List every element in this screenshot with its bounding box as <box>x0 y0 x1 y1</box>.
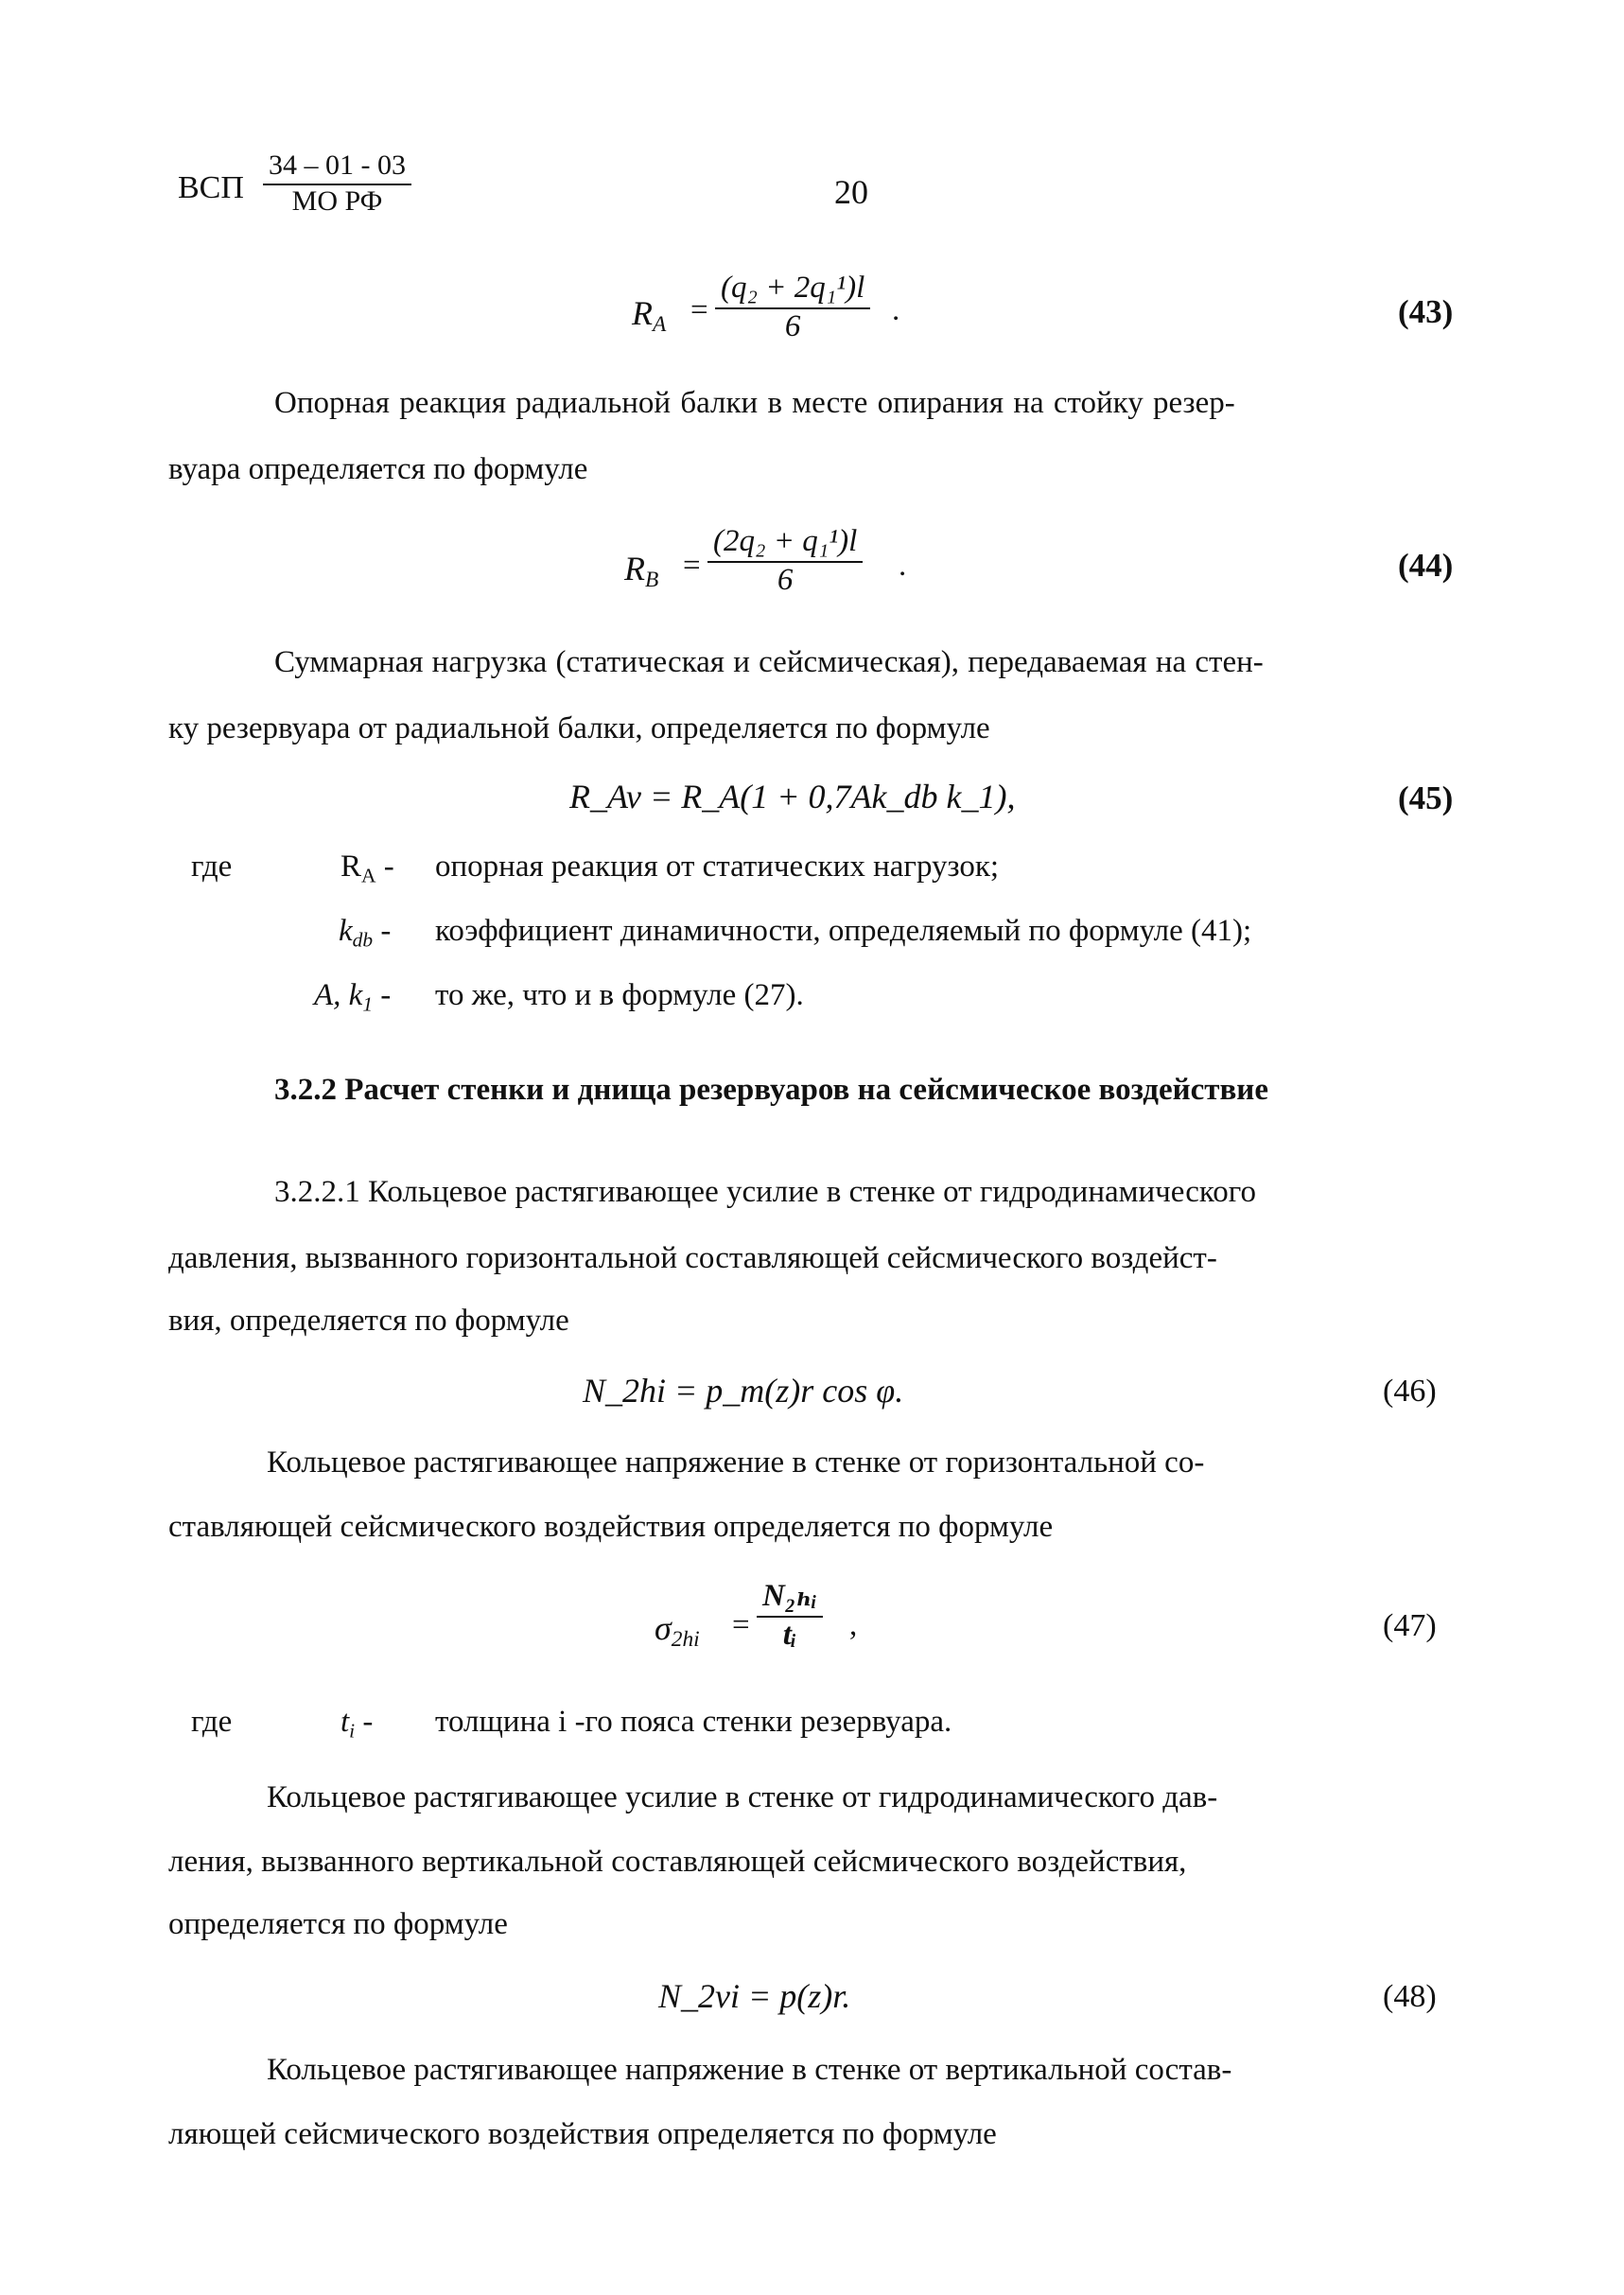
paragraph-2-line-1: Суммарная нагрузка (статическая и сейсмическая), передаваемая на стен- <box>274 645 1264 679</box>
eq43-lhs-sub: A <box>653 312 667 338</box>
equation-number-44: (44) <box>1398 547 1454 584</box>
page-number: 20 <box>834 173 868 211</box>
definition-item-1 <box>341 848 394 894</box>
definition-item-2 <box>339 912 391 958</box>
paragraph-5-line-2: ления, вызванного вертикальной составляющей сейсмического воздействия, <box>168 1845 1187 1879</box>
def1-symbol-sub: A <box>361 864 376 887</box>
eq44-lhs-sub: B <box>645 568 659 593</box>
paragraph-5-line-3: определяется по формуле <box>168 1907 508 1941</box>
def4-symbol: t <box>341 1705 350 1739</box>
eq43-equals: = <box>690 293 708 327</box>
eq44-numerator: (2q₂ + q₁¹)l <box>707 524 863 563</box>
def4-text: толщина i -го пояса стенки резервуара. <box>435 1705 952 1739</box>
paragraph-1-line-2: вуара определяется по формуле <box>168 452 588 486</box>
eq44-tail: . <box>899 549 907 583</box>
equation-number-46: (46) <box>1383 1374 1437 1409</box>
def3-dash: - <box>373 978 392 1012</box>
def2-symbol: k <box>339 914 353 948</box>
paragraph-6-line-2: ляющей сейсмического воздействия определяется по формуле <box>168 2117 997 2151</box>
eq44-equals: = <box>683 549 701 583</box>
equation-48: N_2vi = p(z)r. <box>658 1977 851 2015</box>
paragraph-2-line-2: ку резервуара от радиальной балки, определяется по формуле <box>168 711 990 745</box>
def4-dash: - <box>355 1705 374 1739</box>
eq47-fraction <box>757 1576 823 1653</box>
eq47-tail: , <box>849 1608 858 1642</box>
document-code-fraction <box>263 149 411 218</box>
section-heading: 3.2.2 Расчет стенки и днища резервуаров на сейсмическое воздействие <box>274 1073 1268 1107</box>
eq43-lhs: R <box>632 294 653 332</box>
equation-number-45: (45) <box>1398 780 1454 816</box>
eq47-lhs-sub: 2hi <box>671 1627 700 1653</box>
definitions2-where: где <box>191 1705 233 1739</box>
eq43-fraction <box>715 271 870 344</box>
def2-symbol-sub: db <box>352 928 374 952</box>
paragraph-1-line-1: Опорная реакция радиальной балки в месте опирания на стойку резер- <box>274 386 1235 420</box>
paragraph-3-line-3: вия, определяется по формуле <box>168 1304 569 1338</box>
def1-dash: - <box>375 850 394 884</box>
equation-43 <box>632 265 916 369</box>
equation-46: N_2hi = p_m(z)r cos φ. <box>583 1372 904 1410</box>
paragraph-6-line-1: Кольцевое растягивающее напряжение в стенке от вертикальной состав- <box>267 2053 1232 2087</box>
document-code-numerator: 34 – 01 - 03 <box>263 149 411 185</box>
eq44-denominator: 6 <box>777 563 794 597</box>
def4-symbol-sub: i <box>349 1719 356 1743</box>
definition2-item <box>341 1703 373 1749</box>
definitions-where: где <box>191 850 233 884</box>
def3-text: то же, что и в формуле (27). <box>435 978 804 1012</box>
eq47-equals: = <box>732 1608 750 1642</box>
eq47-lhs: σ <box>655 1609 672 1647</box>
eq43-tail: . <box>892 293 900 327</box>
definition-item-3 <box>314 976 391 1023</box>
eq44-fraction <box>707 524 863 598</box>
paragraph-3-line-1: 3.2.2.1 Кольцевое растягивающее усилие в стенке от гидродинамического <box>274 1175 1256 1209</box>
paragraph-5-line-1: Кольцевое растягивающее усилие в стенке от гидродинамического дав- <box>267 1780 1218 1814</box>
equation-number-43: (43) <box>1398 293 1454 330</box>
def1-text: опорная реакция от статических нагрузок; <box>435 850 1000 884</box>
def2-text: коэффициент динамичности, определяемый по формуле (41); <box>435 914 1252 948</box>
paragraph-3-line-2: давления, вызванного горизонтальной составляющей сейсмического воздейст- <box>168 1241 1217 1275</box>
eq43-numerator: (q₂ + 2q₁¹)l <box>715 271 870 309</box>
def2-dash: - <box>373 914 392 948</box>
equation-45: R_Av = R_A(1 + 0,7Ak_db k_1), <box>569 778 1016 815</box>
document-code-denominator: МО РФ <box>291 185 383 217</box>
eq47-numerator: N₂ₕᵢ <box>757 1576 823 1618</box>
paragraph-4-line-1: Кольцевое растягивающее напряжение в стенке от горизонтальной со- <box>267 1445 1205 1480</box>
eq44-lhs: R <box>624 550 645 587</box>
equation-44 <box>624 518 946 622</box>
def3-symbol-sub: 1 <box>362 992 374 1016</box>
equation-47 <box>655 1567 900 1690</box>
eq43-denominator: 6 <box>784 309 801 343</box>
def1-symbol: R <box>341 850 362 884</box>
equation-number-47: (47) <box>1383 1608 1437 1643</box>
equation-number-48: (48) <box>1383 1979 1437 2014</box>
def3-symbol: A, k <box>314 978 363 1012</box>
document-code-prefix: ВСП <box>178 170 244 205</box>
eq47-denominator: tᵢ <box>782 1618 797 1652</box>
paragraph-4-line-2: ставляющей сейсмического воздействия определяется по формуле <box>168 1510 1054 1544</box>
